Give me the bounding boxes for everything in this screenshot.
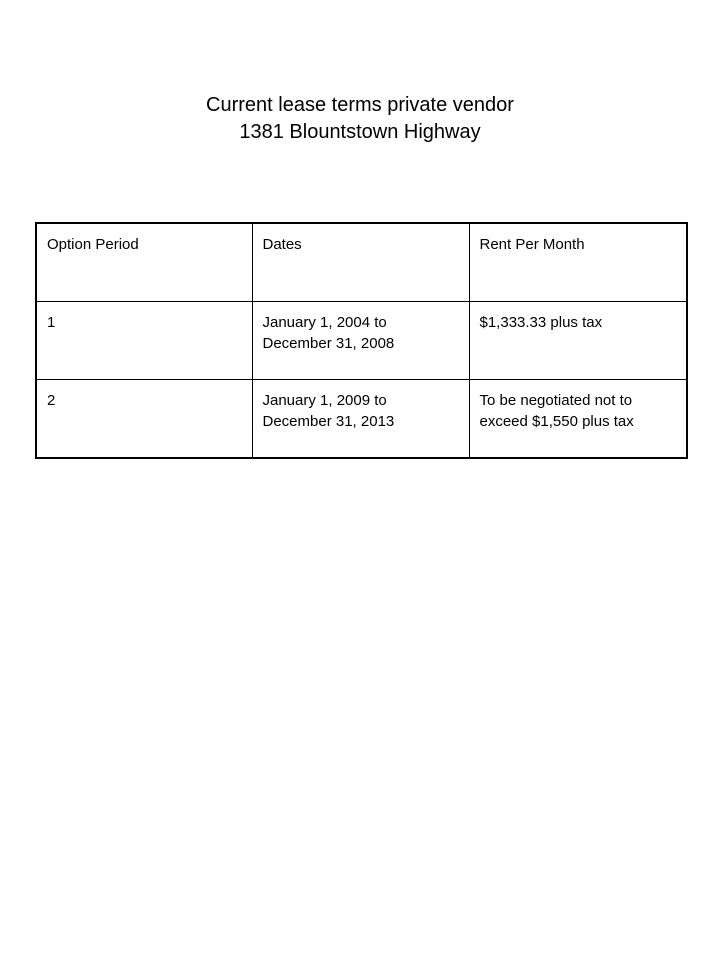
cell-rent: To be negotiated not to exceed $1,550 plus tax: [469, 379, 687, 458]
cell-dates: January 1, 2004 to December 31, 2008: [252, 301, 469, 379]
title-line-1: Current lease terms private vendor: [206, 94, 514, 116]
cell-rent: $1,333.33 plus tax: [469, 301, 687, 379]
lease-terms-table: [35, 222, 688, 459]
header-rent-per-month: Rent Per Month: [469, 223, 687, 301]
page-title: [0, 92, 720, 146]
table-header-row: [36, 223, 687, 301]
header-option-period: Option Period: [36, 223, 252, 301]
table-row: [36, 379, 687, 458]
table-row: [36, 301, 687, 379]
cell-option-period: 2: [36, 379, 252, 458]
header-dates: Dates: [252, 223, 469, 301]
title-line-2: 1381 Blountstown Highway: [239, 121, 481, 143]
cell-dates: January 1, 2009 to December 31, 2013: [252, 379, 469, 458]
cell-option-period: 1: [36, 301, 252, 379]
